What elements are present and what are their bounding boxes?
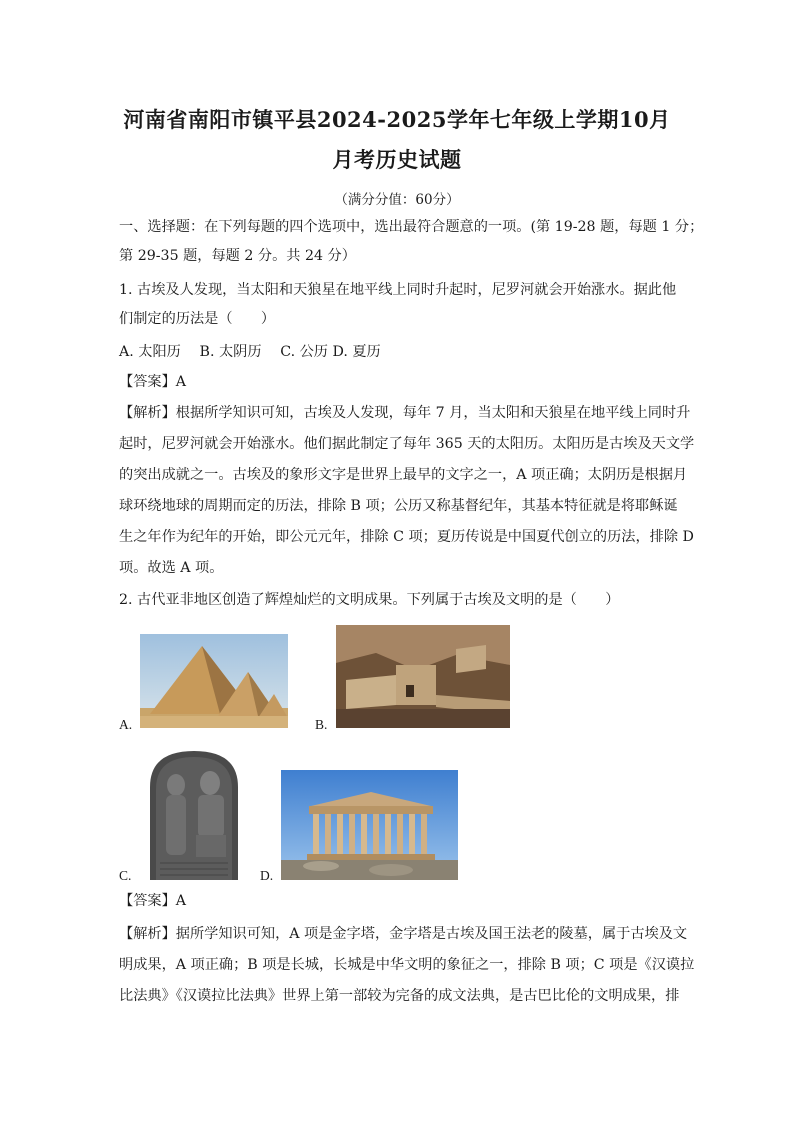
q2-stem: 2. 古代亚非地区创造了辉煌灿烂的文明成果。下列属于古埃及文明的是（ ） bbox=[119, 592, 620, 608]
pyramids-image bbox=[140, 634, 288, 728]
q1-analysis-line3: 的突出成就之一。古埃及的象形文字是世界上最早的文字之一，A 项正确；太阴历是根据月 bbox=[119, 467, 688, 483]
q2-analysis-line3: 比法典》《汉谟拉比法典》世界上第一部较为完备的成文法典，是古巴比伦的文明成果，排 bbox=[119, 988, 680, 1004]
q2-analysis-line2: 明成果，A 项正确；B 项是长城，长城是中华文明的象征之一，排除 B 项；C 项是《汉谟拉 bbox=[119, 957, 695, 973]
q1-stem-line2: 们制定的历法是（ ） bbox=[119, 311, 276, 327]
exam-title-line1: 河南省南阳市镇平县2024-2025学年七年级上学期10月 bbox=[123, 107, 671, 132]
score-note: （满分分值：60分） bbox=[334, 192, 460, 208]
section-intro-line2: 第 29-35 题，每题 2 分。共 24 分） bbox=[119, 248, 356, 264]
q1-analysis-line6: 项。故选 A 项。 bbox=[119, 560, 224, 576]
q1-options: A. 太阳历 B. 太阴历 C. 公历 D. 夏历 bbox=[119, 344, 381, 360]
q1-analysis-line5: 生之年作为纪年的开始，即公元元年，排除 C 项；夏历传说是中国夏代创立的历法，排除 D bbox=[119, 529, 694, 545]
q1-analysis-line2: 起时，尼罗河就会开始涨水。他们据此制定了每年 365 天的太阳历。太阳历是古埃及天文学 bbox=[119, 436, 695, 452]
parthenon-image bbox=[281, 770, 458, 880]
q2-option-a-label: A. bbox=[119, 717, 133, 732]
q1-stem-line1: 1. 古埃及人发现，当太阳和天狼星在地平线上同时升起时，尼罗河就会开始涨水。据此他 bbox=[119, 282, 677, 298]
hammurabi-stele-image bbox=[140, 747, 248, 880]
q2-option-c-label: C. bbox=[119, 868, 132, 883]
q2-answer: 【答案】A bbox=[119, 893, 186, 909]
q2-analysis-line1: 【解析】据所学知识可知，A 项是金字塔，金字塔是古埃及国王法老的陵墓，属于古埃及文 bbox=[119, 926, 688, 942]
q1-analysis-line4: 球环绕地球的周期而定的历法，排除 B 项；公历又称基督纪年，其基本特征就是将耶稣诞 bbox=[119, 498, 678, 514]
q2-option-b-label: B. bbox=[315, 717, 328, 732]
great-wall-image bbox=[336, 625, 510, 728]
section-intro-line1: 一、选择题：在下列每题的四个选项中，选出最符合题意的一项。(第 19-28 题，每题 1 分； bbox=[119, 219, 704, 235]
q1-answer: 【答案】A bbox=[119, 374, 186, 390]
q2-option-d-label: D. bbox=[260, 868, 274, 883]
q1-analysis-line1: 【解析】根据所学知识可知，古埃及人发现，每年 7 月，当太阳和天狼星在地平线上同时升 bbox=[119, 405, 691, 421]
exam-title-line2: 月考历史试题 bbox=[332, 147, 462, 172]
